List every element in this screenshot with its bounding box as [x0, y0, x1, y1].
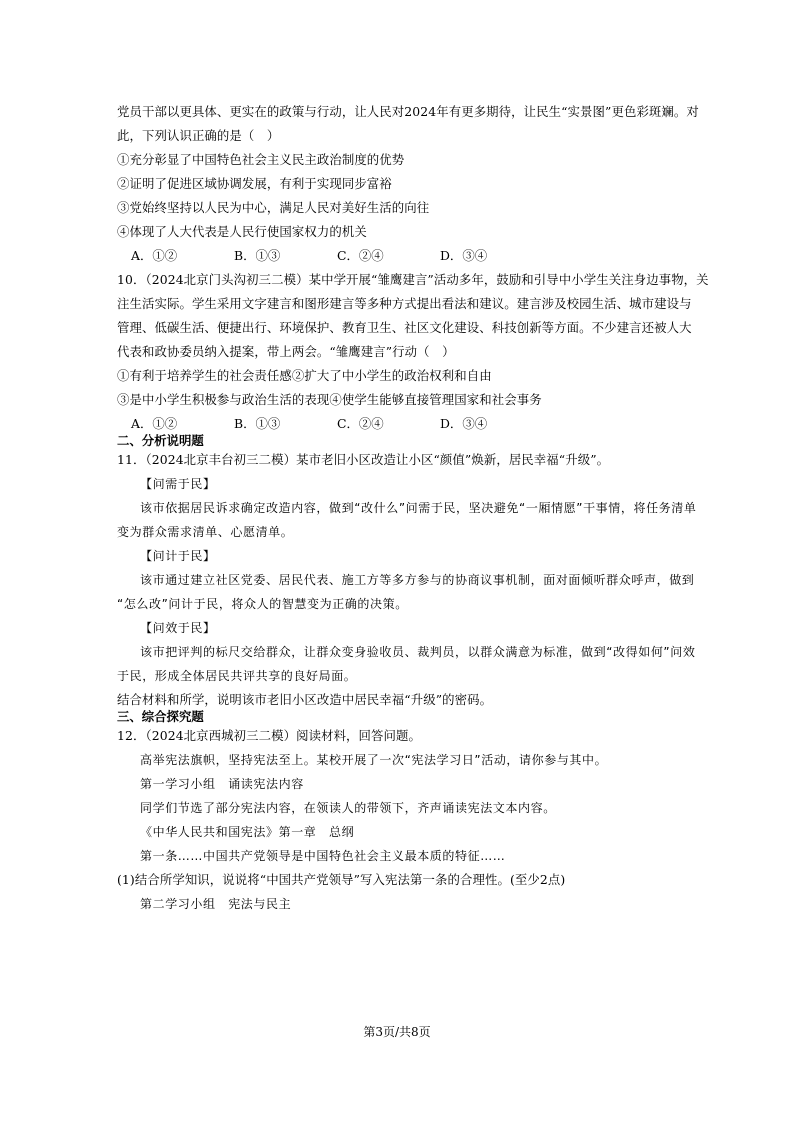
q11-heading-effects: 【问效于民】: [140, 621, 216, 635]
q9-stem-line-1: 党员干部以更具体、更实在的政策与行动，让人民对2024年有更多期待，让民生“实景图”更色彩斑斓。对: [117, 104, 699, 119]
q12-question-1: (1)结合所学知识，说说将“中国共产党领导”写入宪法第一条的合理性。(至少2点): [117, 872, 566, 887]
q12-intro: 高举宪法旗帜，坚持宪法至上。某校开展了一次“宪法学习日”活动，请你参与其中。: [140, 753, 608, 767]
q9-option-b: B．①③: [234, 248, 281, 263]
q12-article-1: 第一条……中国共产党领导是中国特色社会主义最本质的特征……: [140, 849, 506, 863]
q12-group-1-title: 第一学习小组 诵读宪法内容: [140, 777, 304, 791]
q10-stem-line-4: 代表和政协委员纳入提案，带上两会。“雏鹰建言”行动（ ）: [117, 344, 455, 359]
q10-option-b: B．①③: [234, 416, 281, 431]
page-number: 第3页/共8页: [363, 1025, 431, 1039]
q10-option-d: D．③④: [440, 416, 488, 431]
q11-material-2-line-2: “怎么改”问计于民，将众人的智慧变为正确的决策。: [117, 597, 408, 611]
q11-heading-needs: 【问需于民】: [140, 477, 216, 491]
q9-statement-3: ③党始终坚持以人民为中心，满足人民对美好生活的向往: [117, 200, 430, 215]
q10-option-a: A．①②: [131, 416, 178, 431]
q10-statement-1: ①有利于培养学生的社会责任感②扩大了中小学生的政治权利和自由: [117, 368, 492, 383]
q9-option-d: D．③④: [440, 248, 488, 263]
q12-constitution-chapter: 《中华人民共和国宪法》第一章 总纲: [140, 825, 355, 839]
q9-statement-1: ①充分彰显了中国特色社会主义民主政治制度的优势: [117, 152, 405, 167]
q12-stem: 12．（2024北京西城初三二模）阅读材料，回答问题。: [117, 728, 422, 743]
q10-option-c: C．②④: [337, 416, 384, 431]
q11-material-1-line-1: 该市依据居民诉求确定改造内容，做到“改什么”问需于民，坚决避免“一厢情愿”干事情，将任务清单: [140, 501, 697, 515]
q10-stem-line-1: 10．（2024北京门头沟初三二模）某中学开展“雏鹰建言”活动多年，鼓励和引导中小学生关注身边事物，关: [117, 272, 709, 287]
q11-question: 结合材料和所学，说明该市老旧小区改造中居民幸福“升级”的密码。: [117, 692, 493, 707]
q10-stem-line-2: 注生活实际。学生采用文字建言和图形建言等多种方式提出看法和建议。建言涉及校园生活、城市建设与: [117, 296, 692, 311]
q9-option-a: A．①②: [131, 248, 178, 263]
q10-stem-line-3: 管理、低碳生活、便捷出行、环境保护、教育卫生、社区文化建设、科技创新等方面。不少建言还被人大: [117, 320, 692, 335]
q11-material-2-line-1: 该市通过建立社区党委、居民代表、施工方等多方参与的协商议事机制，面对面倾听群众呼声，做到: [140, 573, 695, 587]
q9-statement-2: ②证明了促进区域协调发展，有利于实现同步富裕: [117, 176, 392, 191]
q11-material-1-line-2: 变为群众需求清单、心愿清单。: [117, 525, 294, 539]
q9-options: [117, 244, 682, 268]
q9-stem-line-2: 此，下列认识正确的是（ ）: [117, 128, 280, 143]
q12-group-2-title: 第二学习小组 宪法与民主: [140, 897, 292, 911]
q9-statement-4: ④体现了人大代表是人民行使国家权力的机关: [117, 224, 367, 239]
section-heading-analysis: 二、分析说明题: [117, 433, 204, 448]
q11-heading-ideas: 【问计于民】: [140, 549, 216, 563]
q9-option-c: C．②④: [337, 248, 384, 263]
section-heading-inquiry: 三、综合探究题: [117, 709, 204, 724]
page-content: [117, 100, 709, 916]
q11-material-3-line-2: 于民，形成全体居民共评共享的良好局面。: [117, 669, 357, 683]
q11-material-3-line-1: 该市把评判的标尺交给群众，让群众变身验收员、裁判员，以群众满意为标准，做到“改得如何”问效: [140, 645, 696, 659]
q11-stem: 11．（2024北京丰台初三二模）某市老旧小区改造让小区“颜值”焕新，居民幸福“升级”。: [117, 452, 610, 467]
q10-statement-2: ③是中小学生积极参与政治生活的表现④使学生能够直接管理国家和社会事务: [117, 392, 542, 407]
q12-group-1-text: 同学们节选了部分宪法内容，在领读人的带领下，齐声诵读宪法文本内容。: [140, 801, 556, 815]
